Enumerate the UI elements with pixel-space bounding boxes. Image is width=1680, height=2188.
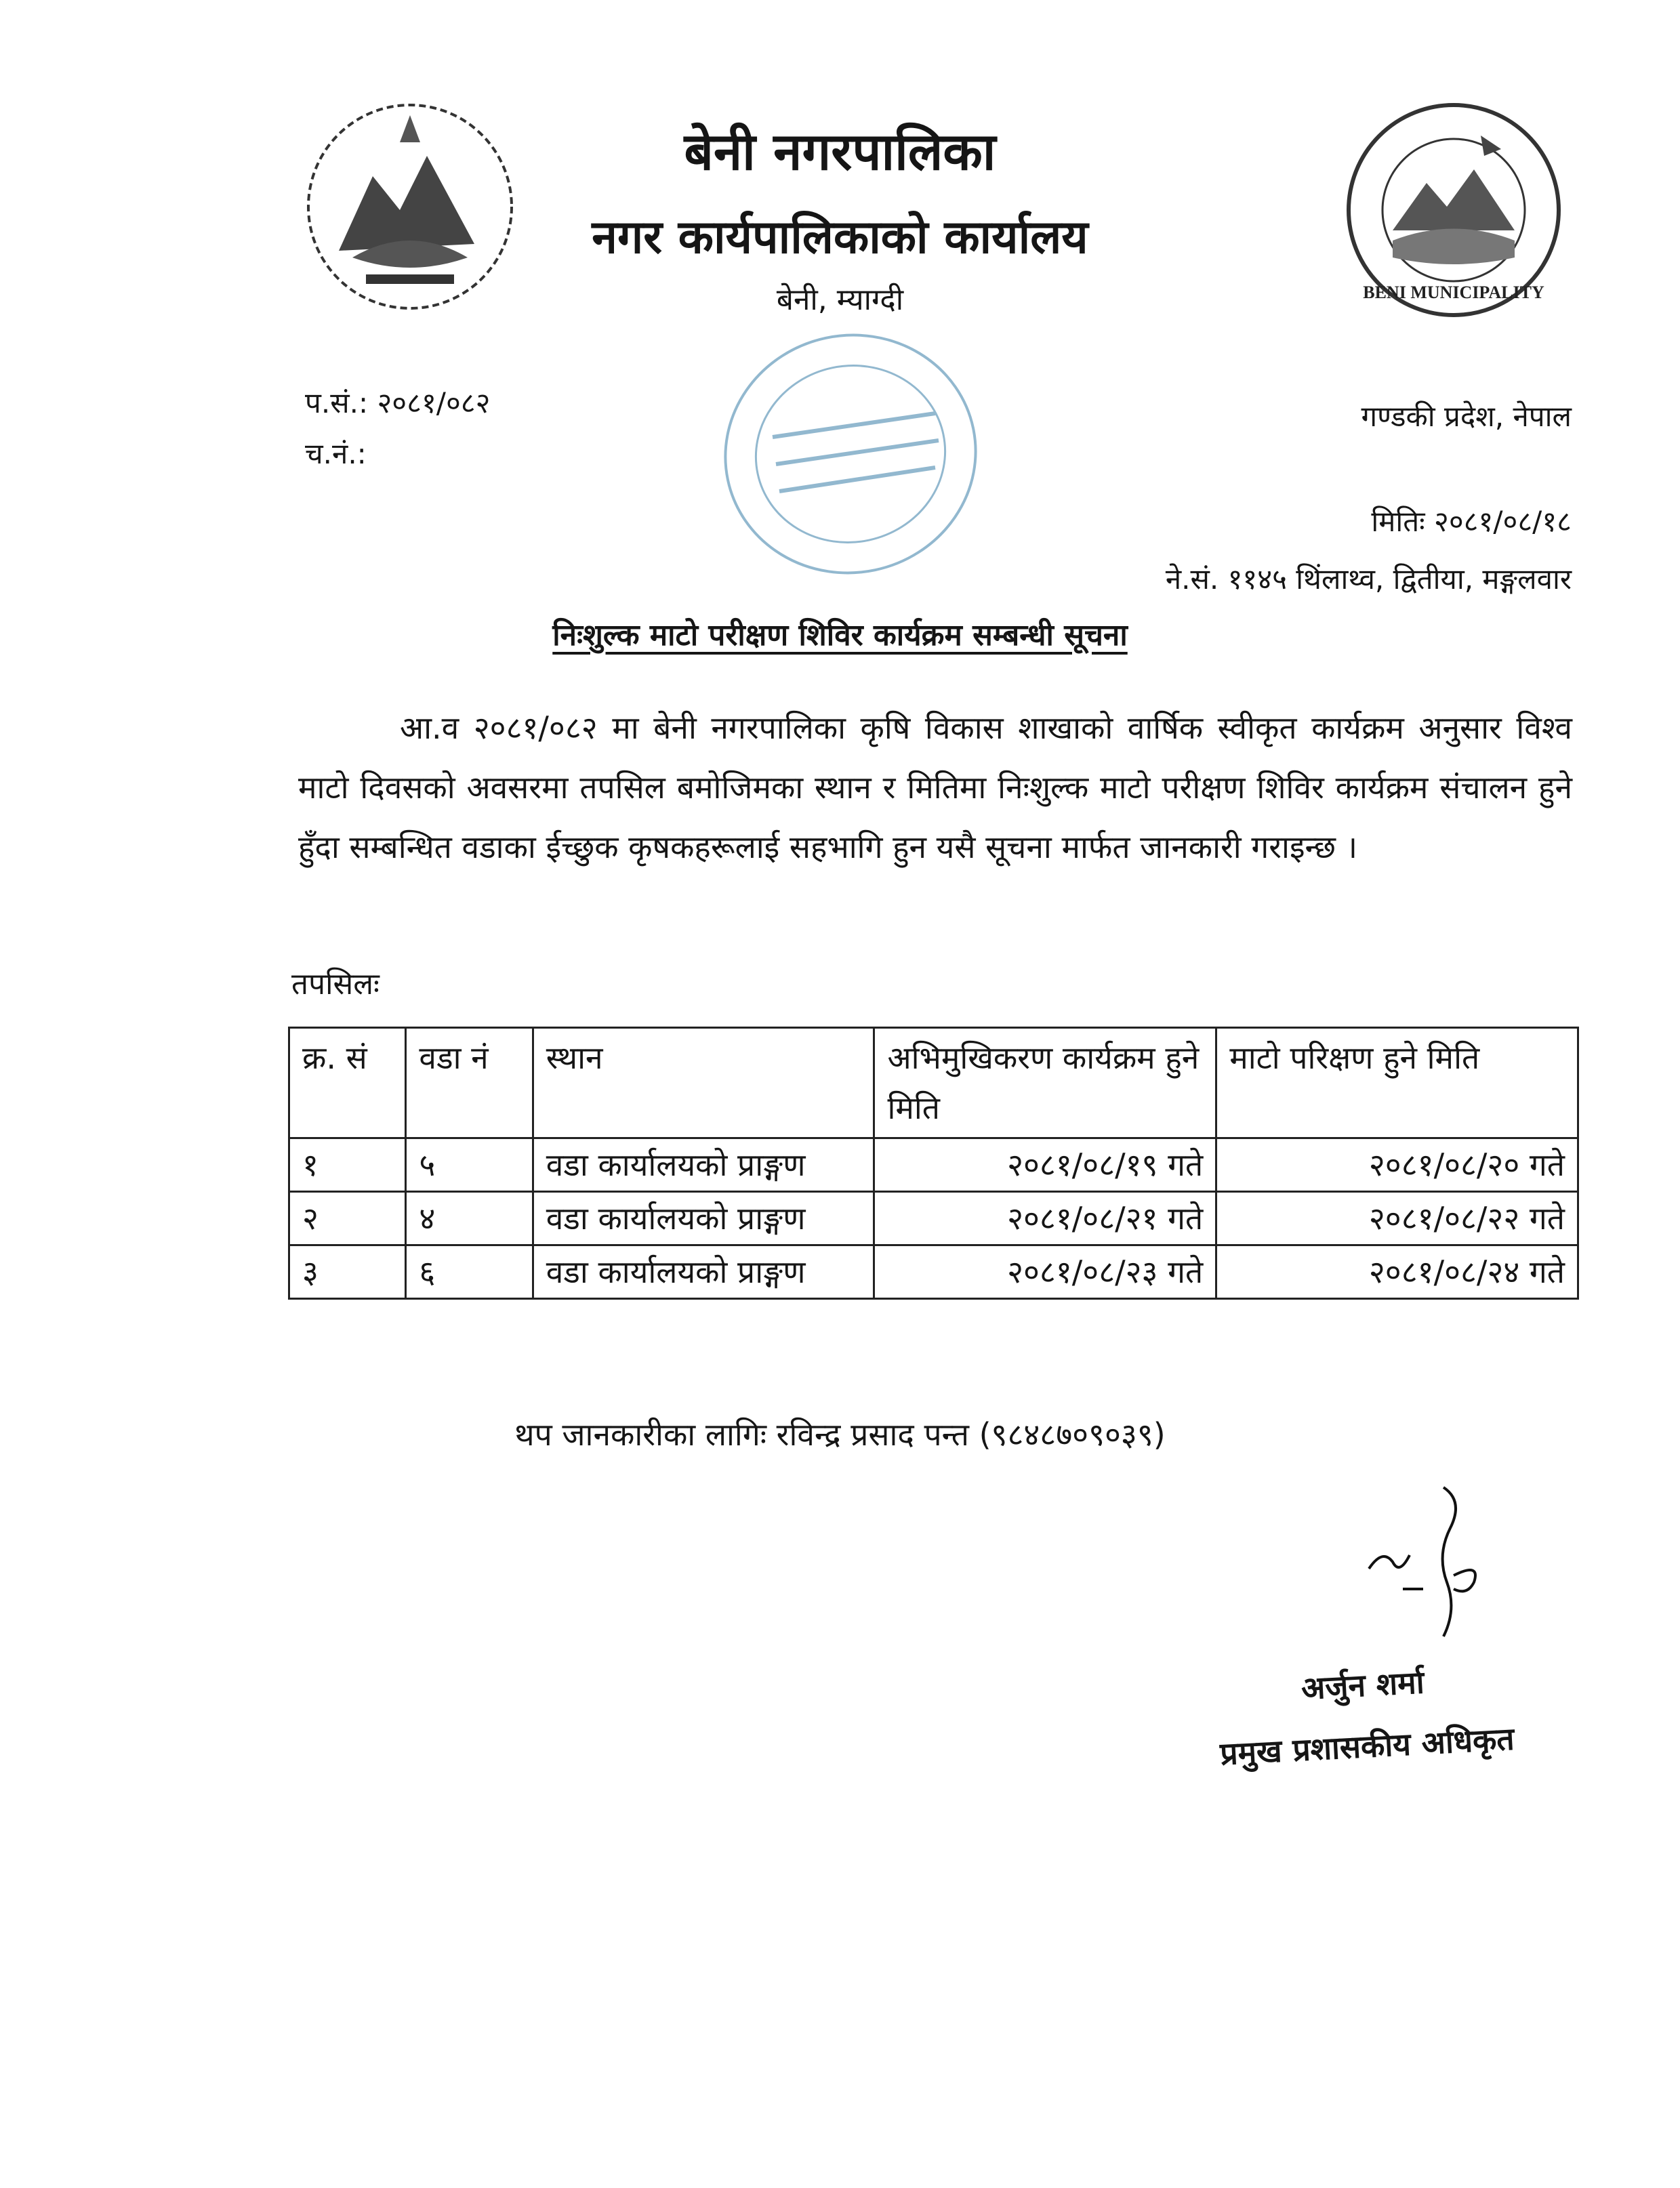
cell-serial: २ bbox=[289, 1192, 406, 1245]
contact-info: थप जानकारीका लागिः रविन्द्र प्रसाद पन्त (९८४८७०९०३९) bbox=[514, 1416, 1166, 1453]
signature-icon bbox=[1362, 1481, 1498, 1643]
header-place: स्थान bbox=[533, 1028, 874, 1138]
signatory-name: अर्जुन शर्मा bbox=[1300, 1664, 1425, 1707]
table-row bbox=[289, 1192, 1578, 1245]
table-row bbox=[289, 1245, 1578, 1299]
province-address: गण्डकी प्रदेश, नेपाल bbox=[1361, 400, 1572, 433]
cell-test-date: २०८१/०८/२४ गते bbox=[1216, 1245, 1578, 1299]
cell-orientation-date: २०८१/०८/२३ गते bbox=[874, 1245, 1216, 1299]
notice-title bbox=[0, 613, 1680, 654]
document-date: मितिः २०८१/०८/१८ bbox=[1371, 505, 1572, 538]
reference-number: प.सं.: २०८१/०८२ bbox=[305, 386, 491, 419]
cell-test-date: २०८१/०८/२२ गते bbox=[1216, 1192, 1578, 1245]
schedule-table bbox=[288, 1027, 1579, 1300]
schedule-label: तपसिलः bbox=[291, 967, 380, 1002]
cell-ward: ५ bbox=[406, 1138, 533, 1192]
cell-ward: ४ bbox=[406, 1192, 533, 1245]
cell-place: वडा कार्यालयको प्राङ्गण bbox=[533, 1245, 874, 1299]
cell-orientation-date: २०८१/०८/१९ गते bbox=[874, 1138, 1216, 1192]
nepal-government-emblem-icon bbox=[298, 95, 522, 318]
table-header-row bbox=[289, 1028, 1578, 1138]
office-name: नगर कार्यपालिकाको कार्यालय bbox=[592, 211, 1088, 264]
header-test-date: माटो परिक्षण हुने मिति bbox=[1216, 1028, 1578, 1138]
municipality-name: बेनी नगरपालिका bbox=[684, 121, 996, 182]
header-serial: क्र. सं bbox=[289, 1028, 406, 1138]
office-address: बेनी, म्याग्दी bbox=[776, 283, 904, 317]
office-stamp-icon bbox=[712, 318, 989, 590]
cell-serial: ३ bbox=[289, 1245, 406, 1299]
cell-orientation-date: २०८१/०८/२१ गते bbox=[874, 1192, 1216, 1245]
notice-title-text: निःशुल्क माटो परीक्षण शिविर कार्यक्रम सम्बन्धी सूचना bbox=[552, 618, 1128, 653]
beni-municipality-logo-icon bbox=[1338, 95, 1569, 325]
cell-ward: ६ bbox=[406, 1245, 533, 1299]
nepal-sambat-date: ने.सं. ११४५ थिंलाथ्व, द्वितीया, मङ्गलवार bbox=[1165, 562, 1572, 596]
notice-body: आ.व २०८१/०८२ मा बेनी नगरपालिका कृषि विकास शाखाको वार्षिक स्वीकृत कार्यक्रम अनुसार विश्व माटो दिवसको अवसरमा तपसिल बमोजिमका स्थान र मितिमा निःशुल्क माटो परीक्षण शिविर कार्यक्रम संचालन हुने हुँदा सम्बन्धित वडाका ईच्छुक कृषकहरूलाई सहभागि हुन यसै सूचना मार्फत जानकारी गराइन्छ । bbox=[298, 709, 1572, 865]
logo-caption: BENI MUNICIPALITY bbox=[1363, 283, 1544, 302]
cell-test-date: २०८१/०८/२० गते bbox=[1216, 1138, 1578, 1192]
header-ward: वडा नं bbox=[406, 1028, 533, 1138]
cell-place: वडा कार्यालयको प्राङ्गण bbox=[533, 1192, 874, 1245]
dispatch-number: च.नं.: bbox=[305, 437, 367, 470]
cell-serial: १ bbox=[289, 1138, 406, 1192]
header-orientation-date: अभिमुखिकरण कार्यक्रम हुने मिति bbox=[874, 1028, 1216, 1138]
signatory-title: प्रमुख प्रशासकीय अधिकृत bbox=[1218, 1720, 1515, 1773]
table-row bbox=[289, 1138, 1578, 1192]
cell-place: वडा कार्यालयको प्राङ्गण bbox=[533, 1138, 874, 1192]
